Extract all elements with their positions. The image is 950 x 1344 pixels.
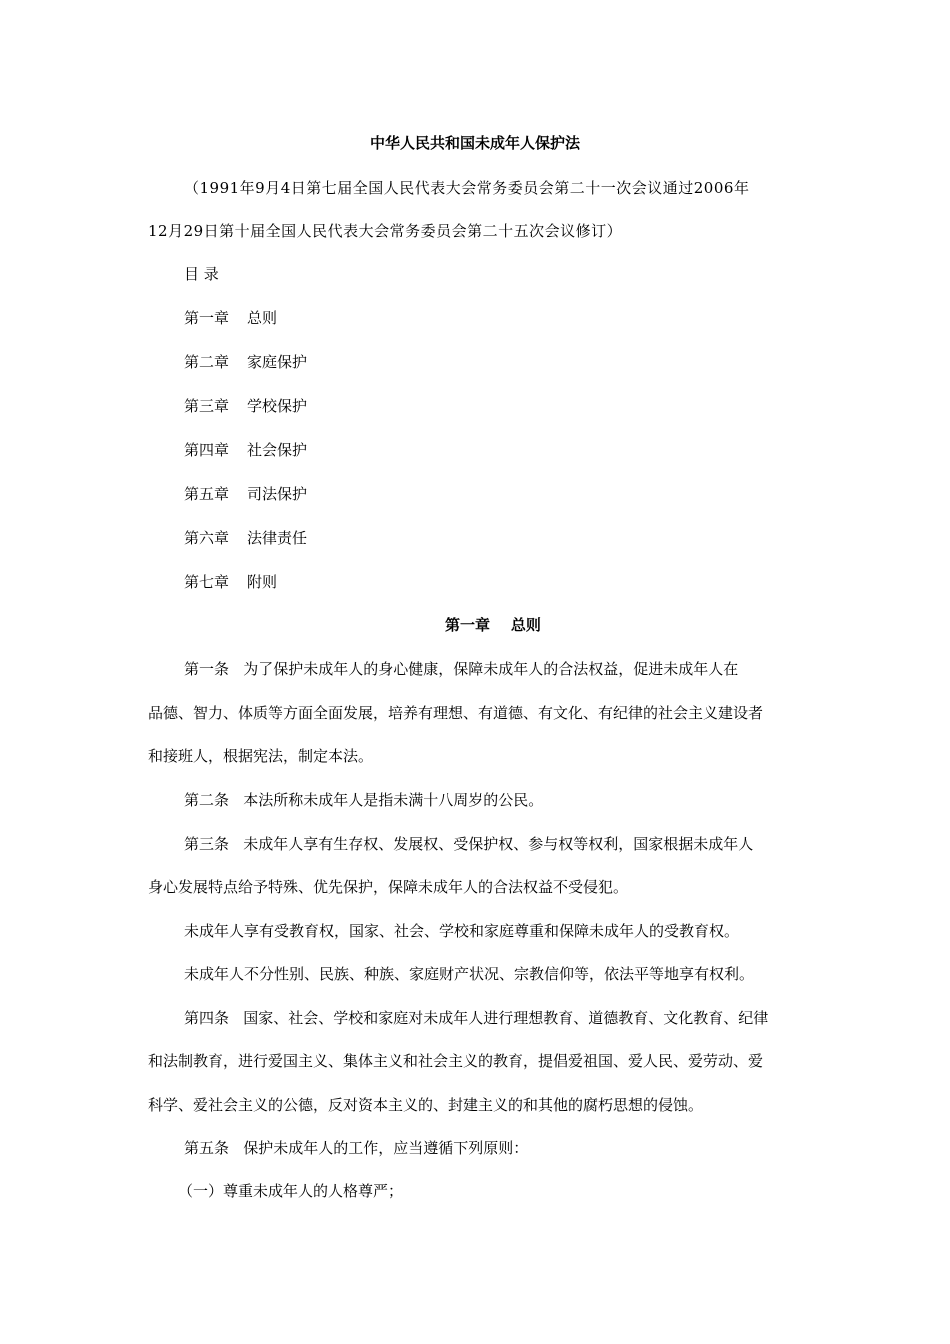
document-title: 中华人民共和国未成年人保护法 [369, 134, 580, 152]
toc-item-name: 总则 [247, 309, 278, 327]
toc-item-chapter: 第一章 [184, 309, 230, 327]
toc-item-name: 家庭保护 [247, 353, 308, 371]
toc-item-name: 司法保护 [247, 485, 308, 503]
toc-item[interactable] [184, 352, 307, 372]
toc-heading: 目 录 [184, 265, 219, 283]
article-3-line-2: 身心发展特点给予特殊、优先保护，保障未成年人的合法权益不受侵犯。 [148, 878, 629, 896]
adoption-note-line-1: （1991年9月4日第七届全国人民代表大会常务委员会第二十一次会议通过2006年 [184, 179, 750, 197]
toc-item[interactable] [184, 308, 277, 328]
article-1-line-3: 和接班人，根据宪法，制定本法。 [148, 747, 374, 765]
article-3-paragraph-3: 未成年人不分性别、民族、种族、家庭财产状况、宗教信仰等，依法平等地享有权利。 [184, 965, 755, 983]
article-2-line-1: 第二条 本法所称未成年人是指未满十八周岁的公民。 [184, 791, 544, 809]
toc-item-name: 附则 [247, 573, 278, 591]
article-4-line-2: 和法制教育，进行爱国主义、集体主义和社会主义的教育，提倡爱祖国、爱人民、爱劳动、爱 [148, 1052, 764, 1070]
toc-item-chapter: 第六章 [184, 529, 230, 547]
toc-item[interactable] [184, 528, 307, 548]
toc-item[interactable] [184, 484, 307, 504]
toc-item-chapter: 第五章 [184, 485, 230, 503]
toc-item-name: 学校保护 [247, 397, 308, 415]
toc-item-name: 法律责任 [247, 529, 308, 547]
toc-item-chapter: 第七章 [184, 573, 230, 591]
article-5-item-1: （一）尊重未成年人的人格尊严； [178, 1182, 404, 1200]
toc-item-name: 社会保护 [247, 441, 308, 459]
toc-item[interactable] [184, 440, 307, 460]
article-3-line-1: 第三条 未成年人享有生存权、发展权、受保护权、参与权等权利，国家根据未成年人 [184, 835, 754, 853]
toc-item[interactable] [184, 572, 277, 592]
article-1-line-1: 第一条 为了保护未成年人的身心健康，保障未成年人的合法权益，促进未成年人在 [184, 660, 739, 678]
article-5-line-1: 第五条 保护未成年人的工作，应当遵循下列原则： [184, 1139, 529, 1157]
toc-item-chapter: 第三章 [184, 397, 230, 415]
article-1-line-2: 品德、智力、体质等方面全面发展，培养有理想、有道德、有文化、有纪律的社会主义建设者 [148, 704, 764, 722]
article-4-line-3: 科学、爱社会主义的公德，反对资本主义的、封建主义的和其他的腐朽思想的侵蚀。 [148, 1096, 704, 1114]
toc-item-chapter: 第二章 [184, 353, 230, 371]
chapter-heading: 第一章 总则 [445, 616, 541, 634]
adoption-note-line-2: 12月29日第十届全国人民代表大会常务委员会第二十五次会议修订） [148, 222, 623, 240]
article-4-line-1: 第四条 国家、社会、学校和家庭对未成年人进行理想教育、道德教育、文化教育、纪律 [184, 1009, 769, 1027]
toc-item[interactable] [184, 396, 307, 416]
toc-item-chapter: 第四章 [184, 441, 230, 459]
article-3-paragraph-2: 未成年人享有受教育权，国家、社会、学校和家庭尊重和保障未成年人的受教育权。 [184, 922, 740, 940]
